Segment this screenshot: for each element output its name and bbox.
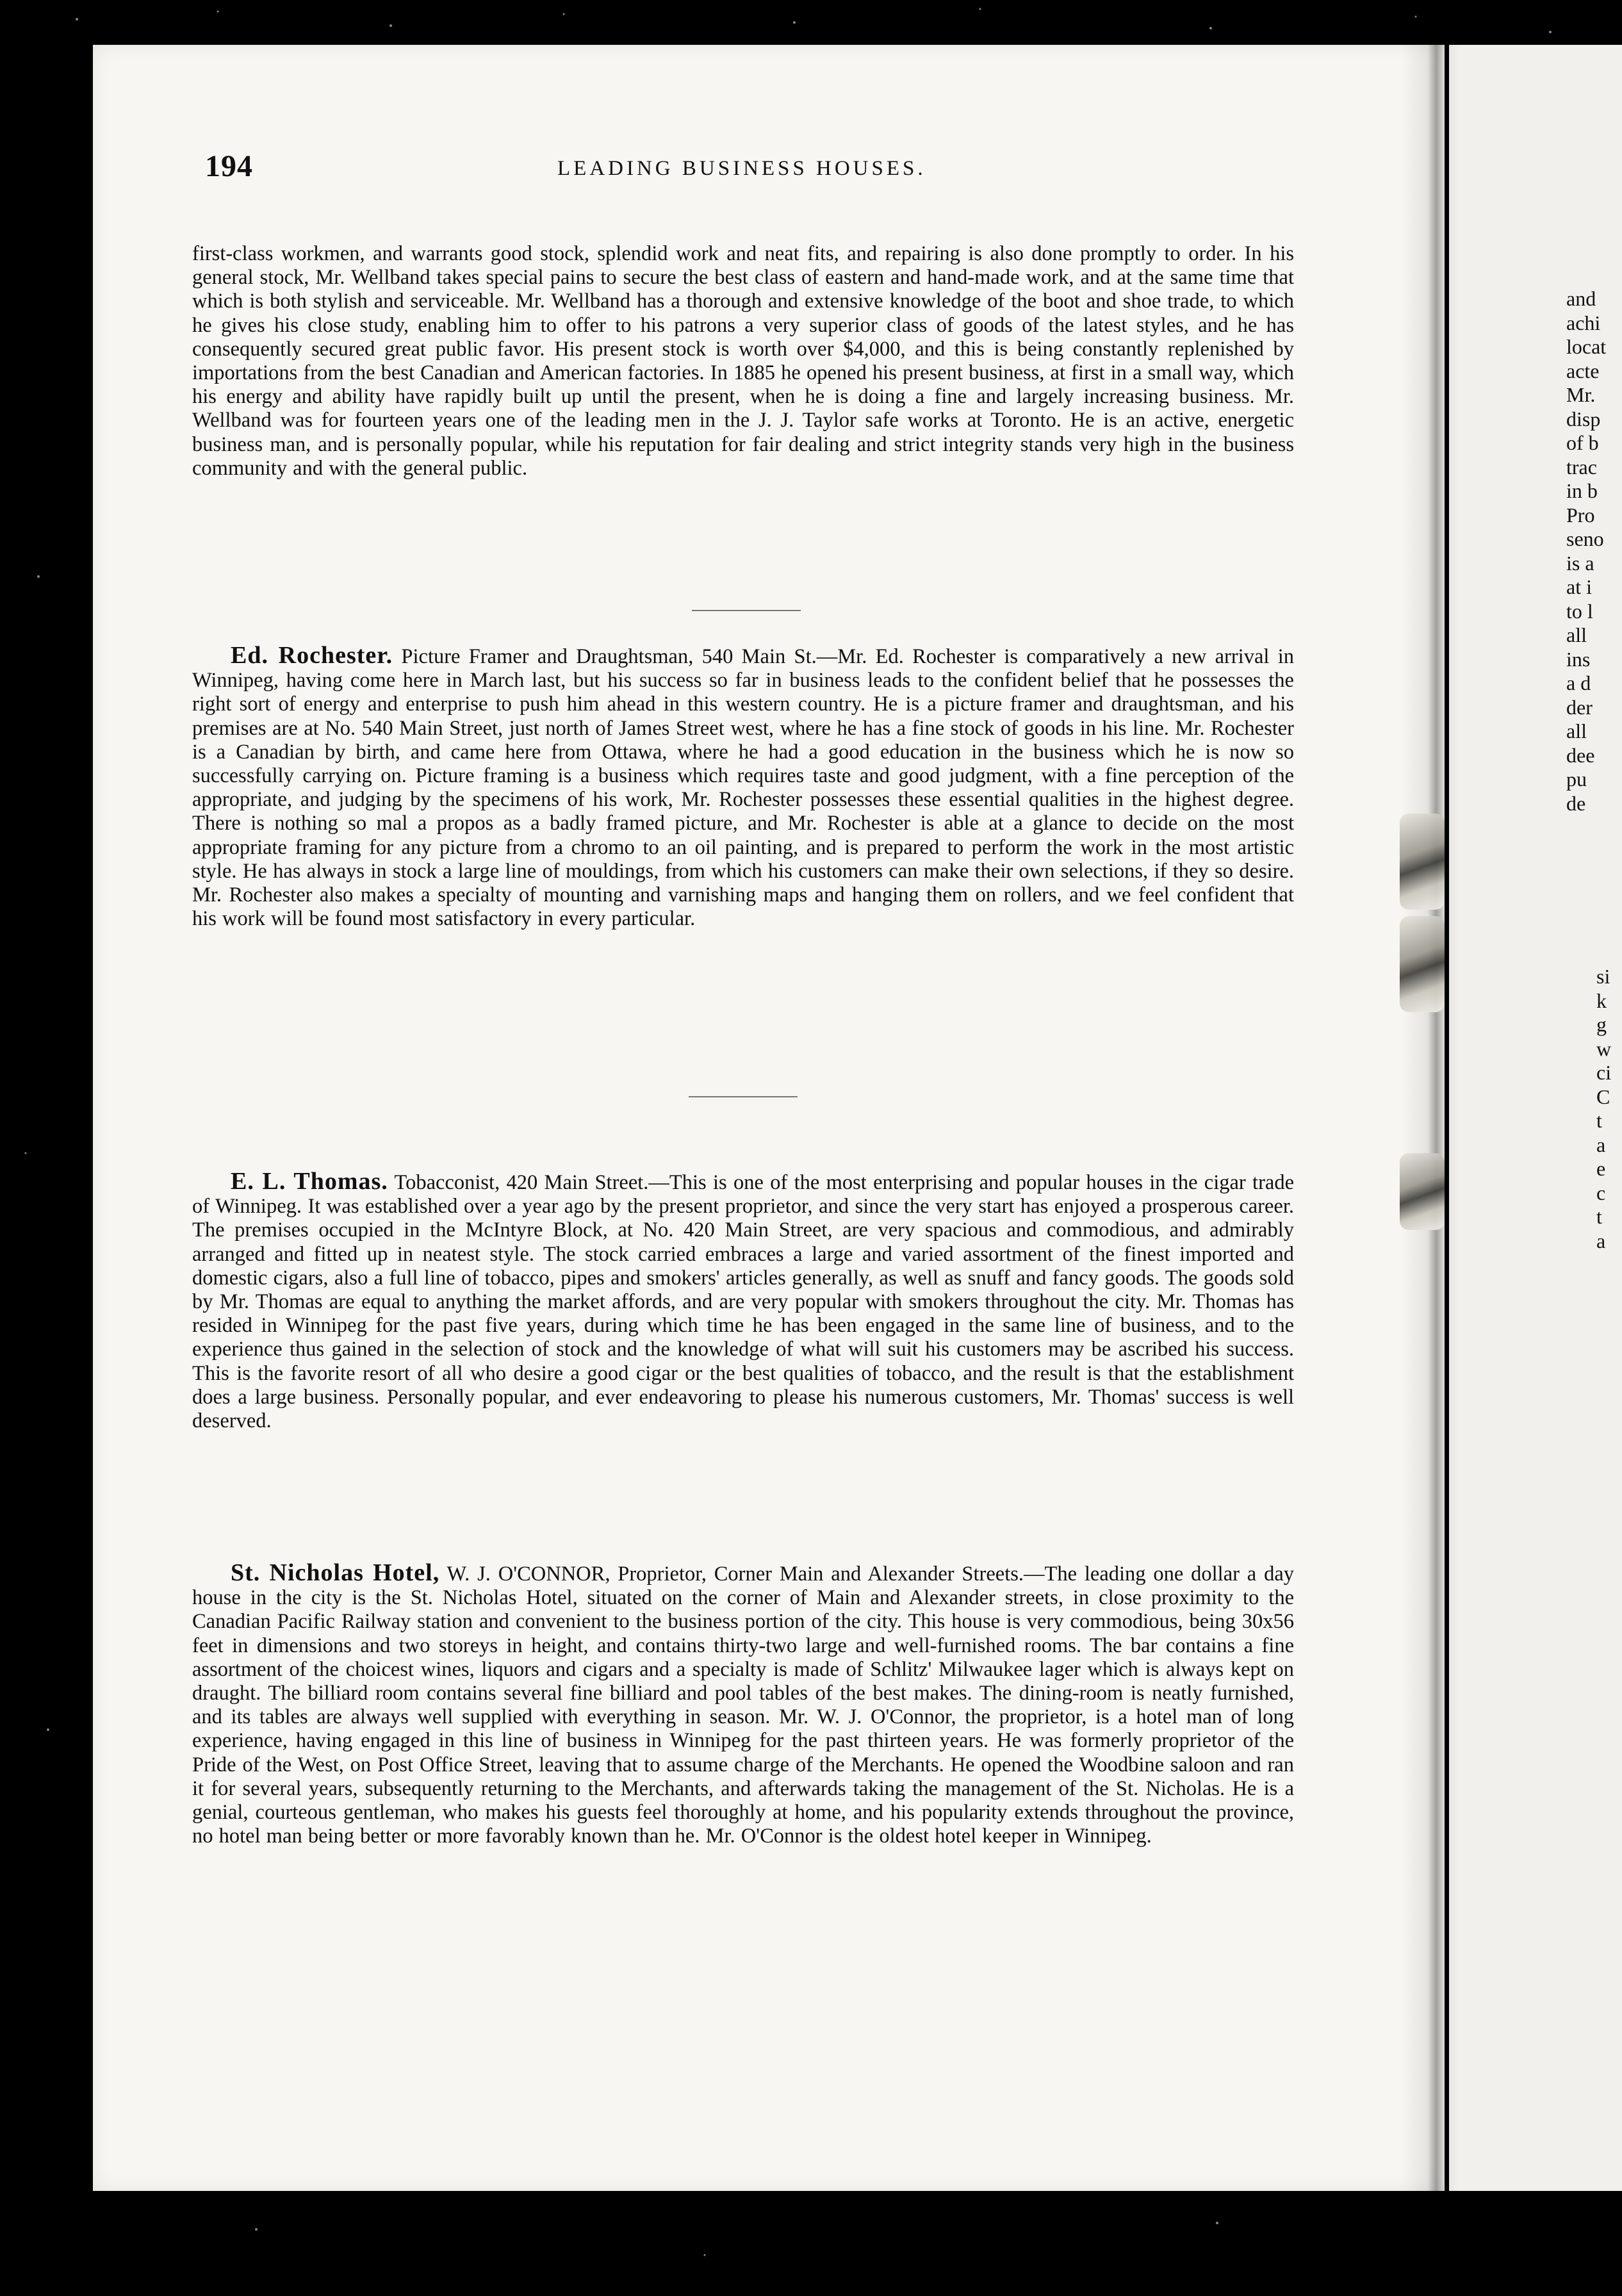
facing-fragment-line: to l bbox=[1566, 599, 1593, 623]
binding-tape-middle bbox=[1400, 916, 1445, 1012]
section-divider bbox=[692, 610, 801, 611]
facing-fragment-list bbox=[1596, 965, 1622, 1253]
facing-fragment-line: a d bbox=[1566, 671, 1591, 694]
facing-fragment-line: pu bbox=[1566, 767, 1587, 791]
article-heading: E. L. Thomas. bbox=[231, 1168, 388, 1195]
facing-fragment-list bbox=[1566, 287, 1622, 816]
facing-fragment-line: de bbox=[1566, 791, 1586, 815]
section-divider bbox=[689, 1096, 798, 1097]
article-body: Tobacconist, 420 Main Street.—This is one of the most enterprising and popular houses in the cigar trade of Winnipeg. It was established over a year ago by the present proprietor, and since the very start has enjoyed a prosperous career. The premises occupied in the McIntyre Block, at No. 420 Main Street, are very spacious and commodious, and admirably arranged and fitted up in neatest style. The stock carried embraces a large and varied assortment of the finest imported and domestic cigars, also a full line of tobacco, pipes and smokers' articles generally, as well as snuff and fancy goods. The goods sold by Mr. Thomas are equal to anything the market affords, and are very popular with smokers throughout the city. Mr. Thomas has resided in Winnipeg for the past five years, during which time he has been engaged in the same line of business, and to the experience thus gained in the selection of stock and the knowledge of what will suit his customers may be ascribed his success. This is the favorite resort of all who desire a good cigar or the best qualities of tobacco, and the result is that the establishment does a large business. Personally popular, and ever endeavoring to please his numerous customers, Mr. Thomas' success is well deserved. bbox=[192, 1171, 1295, 1433]
article-body: Picture Framer and Draughtsman, 540 Main St.—Mr. Ed. Rochester is comparatively a new arrival in Winnipeg, having come here in March last, but his success so far in business leads to the confident belief that he possesses the right sort of energy and enterprise to push him ahead in this western country. He is a picture framer and draughtsman, and his premises are at No. 540 Main Street, just north of James Street west, where he has a fine stock of goods in his line. Mr. Rochester is a Canadian by birth, and came here from Ottawa, where he had a good education in the business which he is now so successfully carrying on. Picture framing is a business which requires taste and good judgment, with a fine perception of the appropriate, and judging by the specimens of his work, Mr. Rochester possesses these essential qualities in the highest degree. There is nothing so mal a propos as a badly framed picture, and Mr. Rochester is able at a glance to decide on the most appropriate framing for any picture from a chromo to an oil painting, and is prepared to perform the work in the most artistic style. He has always in stock a large line of mouldings, from which his customers can make their own selections, if they so desire. Mr. Rochester also makes a specialty of mounting and varnishing maps and hanging them on rollers, and we feel confident that his work will be found most satisfactory in every particular. bbox=[192, 645, 1294, 931]
facing-fragment-line: a bbox=[1596, 1229, 1606, 1252]
facing-fragment-line: of b bbox=[1566, 431, 1599, 454]
page-number: 194 bbox=[205, 149, 253, 183]
facing-fragment-line: der bbox=[1566, 695, 1593, 719]
facing-fragment-line: dee bbox=[1566, 743, 1595, 767]
facing-fragment-line: C bbox=[1596, 1085, 1610, 1108]
facing-fragment-line: in b bbox=[1566, 479, 1598, 502]
page-gutter bbox=[1402, 45, 1459, 2191]
binding-tape-upper bbox=[1400, 814, 1445, 910]
facing-fragment-line: t bbox=[1596, 1205, 1602, 1228]
facing-page-text-upper bbox=[1566, 287, 1622, 816]
facing-fragment-line: locat bbox=[1566, 335, 1607, 358]
running-head: LEADING BUSINESS HOUSES. bbox=[557, 157, 926, 180]
facing-fragment-line: trac bbox=[1566, 455, 1597, 479]
facing-fragment-line: all bbox=[1566, 623, 1587, 646]
facing-fragment-line: Mr. bbox=[1566, 383, 1596, 406]
facing-fragment-line: e bbox=[1596, 1157, 1606, 1180]
facing-fragment-line: at i bbox=[1566, 575, 1592, 598]
facing-fragment-line: all bbox=[1566, 719, 1587, 742]
facing-fragment-line: ci bbox=[1596, 1061, 1612, 1084]
facing-fragment-line: is a bbox=[1566, 551, 1594, 575]
binding-tape-lower bbox=[1400, 1153, 1445, 1230]
facing-fragment-line: and bbox=[1566, 287, 1596, 310]
facing-fragment-line: ins bbox=[1566, 647, 1591, 671]
article-thomas bbox=[192, 1170, 1294, 1433]
article-st-nicholas-hotel bbox=[192, 1561, 1294, 1848]
facing-fragment-line: a bbox=[1596, 1133, 1606, 1156]
facing-fragment-line: si bbox=[1596, 965, 1610, 988]
article-heading: St. Nicholas Hotel, bbox=[231, 1559, 440, 1586]
facing-fragment-line: w bbox=[1596, 1037, 1612, 1060]
article-wellband bbox=[192, 242, 1294, 480]
facing-page-text-lower bbox=[1596, 965, 1622, 1253]
article-body: W. J. O'CONNOR, Proprietor, Corner Main and Alexander Streets.—The leading one dollar a day house in the city is the St. Nicholas Hotel, situated on the corner of Main and Alexander streets, in close proximity to the Canadian Pacific Railway station and convenient to the business portion of the city. This house is very commodious, being 30x56 feet in dimensions and two storeys in height, and contains thirty-two large and well-furnished rooms. The bar contains a fine assortment of the choicest wines, liquors and cigars and a specialty is made of Schlitz' Milwaukee lager which is always kept on draught. The billiard room contains several fine billiard and pool tables of the best makes. The dining-room is neatly furnished, and its tables are always well supplied with everything in season. Mr. W. J. O'Connor, the proprietor, is a hotel man of long experience, having engaged in this line of business in Winnipeg for the past thirteen years. He was formerly proprietor of the Pride of the West, on Post Office Street, leaving that to assume charge of the Merchants. He opened the Woodbine saloon and ran it for several years, subsequently returning to the Merchants, and afterwards taking the management of the St. Nicholas. He is a genial, courteous gentleman, who makes his guests feel thoroughly at home, and his popularity extends throughout the province, no hotel man being better or more favorably known than he. Mr. O'Connor is the oldest hotel keeper in Winnipeg. bbox=[192, 1562, 1294, 1848]
article-rochester bbox=[192, 644, 1294, 931]
article-body: first-class workmen, and warrants good stock, splendid work and neat fits, and repairing is also done promptly to order. In his general stock, Mr. Wellband takes special pains to secure the best class of eastern and hand-made work, and at the same time that which is both stylish and serviceable. Mr. Wellband has a thorough and extensive knowledge of the boot and shoe trade, to which he gives his close study, enabling him to offer to his patrons a very superior class of goods of the latest styles, and he has consequently secured great public favor. His present stock is worth over $4,000, and this is being constantly replenished by importations from the best Canadian and American factories. In 1885 he opened his present business, at first in a small way, which his energy and ability have rapidly built up until the present, when he is doing a fine and largely increasing business. Mr. Wellband was for fourteen years one of the leading men in the J. J. Taylor safe works at Toronto. He is an active, energetic business man, and is personally popular, while his reputation for fair dealing and strict integrity stands very high in the business community and with the general public. bbox=[192, 242, 1294, 480]
facing-fragment-line: achi bbox=[1566, 311, 1601, 334]
article-heading: Ed. Rochester. bbox=[231, 642, 393, 669]
facing-fragment-line: Pro bbox=[1566, 503, 1595, 527]
facing-fragment-line: g bbox=[1596, 1013, 1607, 1036]
facing-fragment-line: disp bbox=[1566, 407, 1601, 430]
facing-fragment-line: k bbox=[1596, 988, 1607, 1012]
facing-fragment-line: t bbox=[1596, 1109, 1602, 1132]
facing-fragment-line: acte bbox=[1566, 359, 1600, 382]
facing-fragment-line: seno bbox=[1566, 527, 1604, 550]
facing-fragment-line: c bbox=[1596, 1181, 1606, 1204]
